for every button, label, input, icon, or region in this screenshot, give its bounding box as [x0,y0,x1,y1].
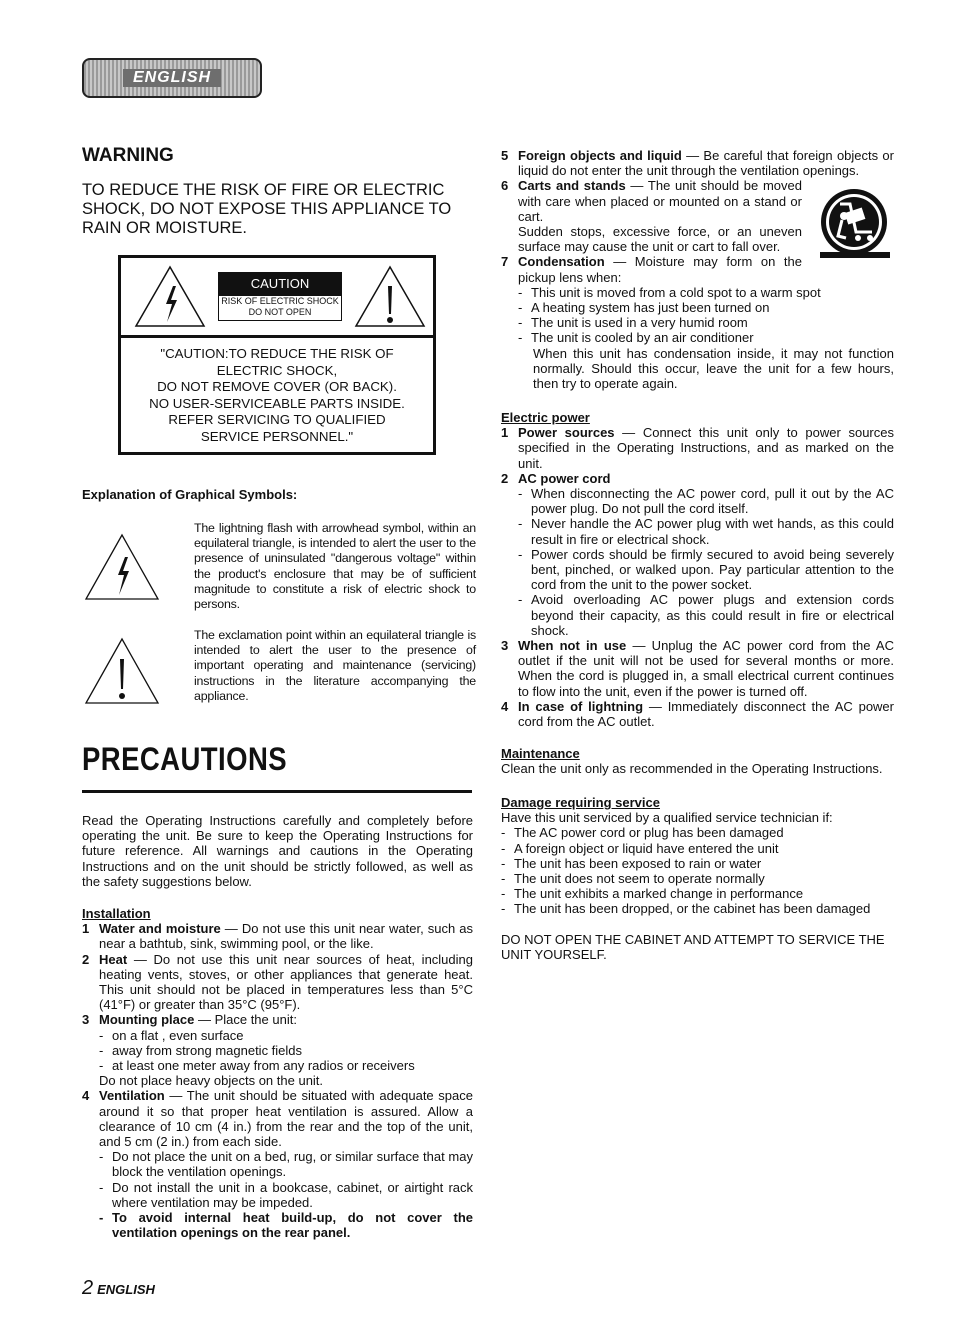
sub-item: - The unit exhibits a marked change in performance [501,886,894,901]
lightning-symbol-explanation: The lightning flash with arrowhead symbol, within an equilateral triangle, is intended to alert the user to the presence of uninsulated "dangerous voltage" within the product's enclosure that may be of sufficient magnitude to constitute a risk of electric shock to persons. [194,521,476,612]
language-badge [82,58,262,98]
symbols-heading: Explanation of Graphical Symbols: [82,487,298,502]
heading-divider [82,790,472,793]
item-title: AC power cord [518,470,611,486]
sub-item: - The unit has been dropped, or the cabinet has been damaged [501,901,894,916]
item-title: Ventilation [99,1088,165,1104]
sub-item: - The unit has been exposed to rain or water [501,856,894,871]
sub-item: - Do not install the unit in a bookcase, cabinet, or airtight rack where ventilation may be impeded. [99,1180,473,1210]
installation-heading: Installation [82,906,151,921]
list-item: 1 Power sources — Connect this unit only to power sources specified in the Operating Instructions, and as marked on the unit. [501,425,894,471]
item-title: Condensation [518,254,605,270]
item-title: In case of lightning [518,698,644,714]
caution-sub-line-2: DO NOT OPEN [248,307,312,317]
sub-item: - on a flat , even surface [99,1028,473,1043]
list-item: 3 Mounting place — Place the unit: [82,1012,297,1028]
sub-item: - Power cords should be firmly secured to avoid being severely bent, pinched, or walked upon. Pay particular attention to the cord from the unit to the power socket. [518,547,894,593]
item-note: When this unit has condensation inside, it may not function normally. Should this occur, leave the unit for a few hours, then try to operate again. [533,345,894,392]
caution-line: REFER SERVICING TO QUALIFIED [168,412,386,427]
sub-item: - A heating system has just been turned on [518,300,894,315]
lightning-triangle-icon [133,264,207,328]
item-title: When not in use [518,638,627,654]
language-badge-label: ENGLISH [123,69,221,86]
damage-final-warning: DO NOT OPEN THE CABINET AND ATTEMPT TO SERVICE THE UNIT YOURSELF. [501,931,885,962]
list-item: 5 Foreign objects and liquid — Be careful that foreign objects or liquid do not enter the unit through the ventilation openings. [501,148,894,179]
item-text: — Moisture may form on the pickup lens when: [518,254,802,285]
item-note: Do not place heavy objects on the unit. [99,1073,324,1089]
list-item: 4 Ventilation — The unit should be situated with adequate space around it so that proper heat ventilation is assured. Allow a clearance of 10 cm (4 in.) from the rear and the top of the unit, and 5 cm (2 in.) from each side. [82,1088,473,1150]
damage-heading: Damage requiring service [501,795,660,810]
item-text: — Be careful that foreign objects or liquid do not enter the unit through the ventilation openings. [518,148,894,179]
maintenance-text: Clean the unit only as recommended in the Operating Instructions. [501,761,883,777]
sub-item: - away from strong magnetic fields [99,1043,473,1058]
list-item: 6 Carts and stands — The unit should be moved with care when placed or mounted on a stand or cart. [501,178,802,224]
caution-subtitle [218,296,342,321]
electric-power-section [501,410,894,729]
sub-item: - The AC power cord or plug has been damaged [501,825,894,840]
precautions-heading: PRECAUTIONS [82,741,288,777]
caution-line: ELECTRIC SHOCK, [216,362,338,378]
exclamation-triangle-icon [84,637,160,705]
item-title: Water and moisture [99,921,221,937]
list-item: 2 Heat — Do not use this unit near sources of heat, including heating vents, stoves, or other appliances that generate heat. This unit should not be placed in temperatures less than 5°C (41°F) or greater than 35°C (95°F). [82,951,473,1013]
warning-text: TO REDUCE THE RISK OF FIRE OR ELECTRIC SHOCK, DO NOT EXPOSE THIS APPLIANCE TO RAIN OR MOISTURE. [82,181,452,237]
sub-item: - The unit is cooled by an air conditioner [518,330,894,345]
sub-item: - The unit is used in a very humid room [518,315,894,330]
damage-section [501,795,894,962]
electric-power-heading: Electric power [501,410,590,425]
item-title: Carts and stands [518,178,626,194]
item-text: — Unplug the AC power cord from the AC outlet if the unit will not be used for several months or more. When the cord is plugged in, a small electrical current continues to flow into the unit, even if the power is turned off. [518,638,894,699]
maintenance-heading: Maintenance [501,746,580,761]
caution-box-body [121,346,433,445]
sub-item: - A foreign object or liquid have entered the unit [501,841,894,856]
item-text: — Immediately disconnect the AC power cord from the AC outlet. [518,698,894,730]
caution-line: NO USER-SERVICEABLE PARTS INSIDE. [149,395,405,411]
item-title: Foreign objects and liquid [518,148,682,163]
caution-title: CAUTION [218,272,342,296]
page-number: 2 [82,1277,94,1299]
sub-item: - Never handle the AC power plug with wet hands, as this could result in fire or electrical shock. [518,516,894,546]
item-text: — Do not use this unit near sources of heat, including heating vents, stoves, or other appliances that generate heat. This unit should not be placed in temperatures less than 5°C (41°F) or greater than 35°C (95°F). [99,951,473,1013]
sub-item: - This unit is moved from a cold spot to a warm spot [518,285,894,300]
item-title: Heat [99,951,128,967]
list-item: 2 AC power cord [501,471,894,486]
caution-box-header [121,258,433,338]
item-title: Mounting place [99,1012,195,1028]
sub-item: - at least one meter away from any radios or receivers [99,1058,473,1073]
sub-item: - To avoid internal heat build-up, do not cover the ventilation openings on the rear panel. [99,1210,473,1240]
caution-line: SERVICE PERSONNEL." [200,428,354,444]
item-text: — Place the unit: [194,1012,297,1028]
list-item: 3 When not in use — Unplug the AC power cord from the AC outlet if the unit will not be used for several months or more. When the cord is plugged in, a small electrical current continues to flow into the unit, even if the power is turned off. [501,638,894,699]
sub-item: - When disconnecting the AC power cord, pull it out by the AC power plug. Do not pull the cord itself. [518,486,894,516]
list-item: 7 Condensation — Moisture may form on the pickup lens when: [501,254,802,285]
caution-line: "CAUTION:TO REDUCE THE RISK OF [160,346,394,361]
caution-label [218,272,342,324]
item-text: — Do not use this unit near water, such as near a bathtub, sink, swimming pool, or the like. [99,921,473,952]
caution-box [118,255,436,455]
sub-item: - Do not place the unit on a bed, rug, or similar surface that may block the ventilation openings. [99,1149,473,1179]
warning-heading: WARNING [82,145,174,166]
page-footer [82,1277,155,1299]
footer-label: ENGLISH [97,1282,155,1297]
item-text: — Connect this unit only to power sources specified in the Operating Instructions, and as marked on the unit. [518,425,894,471]
item-note: Sudden stops, excessive force, or an uneven surface may cause the unit or cart to fall over. [518,224,802,255]
caution-sub-line-1: RISK OF ELECTRIC SHOCK [221,296,339,306]
item-text: — The unit should be situated with adequate space around it so that proper heat ventilation is assured. Allow a clearance of 10 cm (4 in.) from the rear and the top of the unit, and 5 cm (2 in.) from each side. [99,1088,473,1150]
list-item: 4 In case of lightning — Immediately disconnect the AC power cord from the AC outlet. [501,698,894,730]
exclamation-symbol-explanation: The exclamation point within an equilateral triangle is intended to alert the user to the presence of important operating and maintenance (servicing) instructions in the literature accompanying the appliance. [194,628,476,703]
sub-item: - Avoid overloading AC power plugs and extension cords beyond their capacity, as this could result in fire or electrical shock. [518,592,894,638]
damage-intro: Have this unit serviced by a qualified service technician if: [501,810,833,826]
general-precautions [501,148,894,391]
installation-section [82,906,473,1240]
caution-line: DO NOT REMOVE COVER (OR BACK). [157,379,397,394]
item-text: — The unit should be moved with care when placed or mounted on a stand or cart. [518,178,802,224]
precautions-intro: Read the Operating Instructions carefully and completely before operating the unit. Be sure to keep the Operating Instructions for future reference. All warnings and cautions in the Operating Instructions and on the unit should be strictly followed, as well as the safety suggestions below. [82,813,473,889]
item-title: Power sources [518,425,615,441]
maintenance-section [501,746,894,776]
list-item: 1 Water and moisture — Do not use this unit near water, such as near a bathtub, sink, swimming pool, or the like. [82,921,473,952]
lightning-triangle-icon [84,533,160,601]
sub-item: - The unit does not seem to operate normally [501,871,894,886]
exclamation-triangle-icon [353,264,427,328]
cart-warning-icon [816,186,894,262]
